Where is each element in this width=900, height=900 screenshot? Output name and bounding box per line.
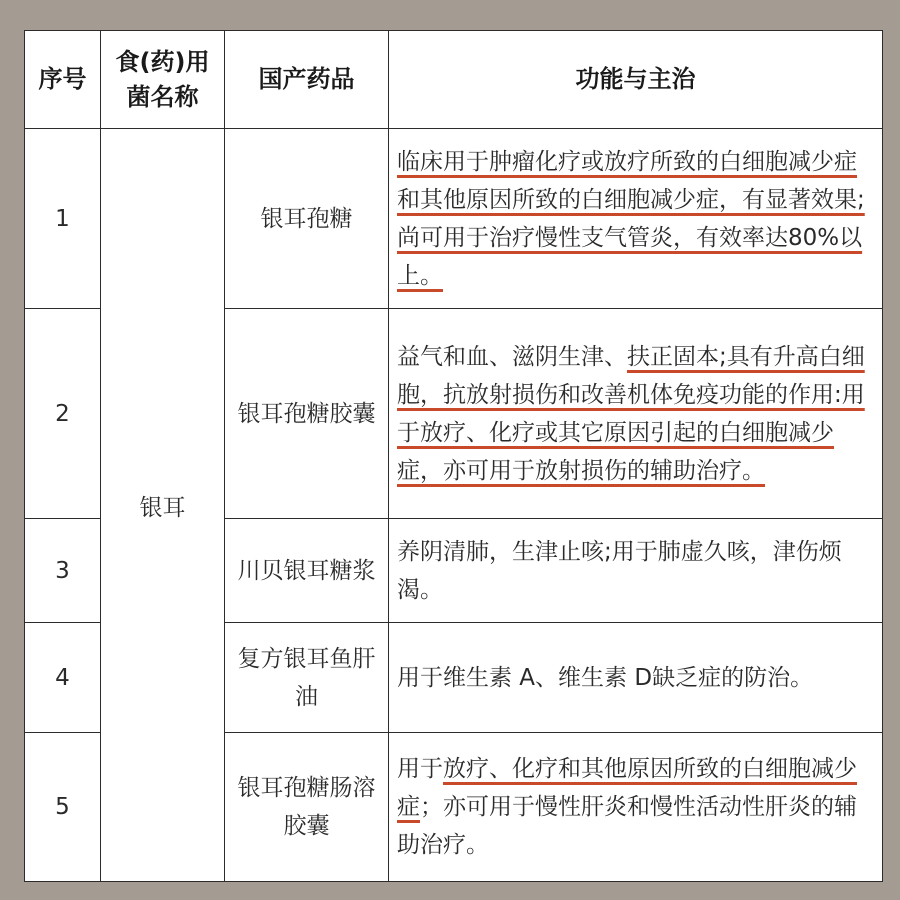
- drug-name: 银耳孢糖: [225, 129, 389, 309]
- underlined-text: 临床用于肿瘤化疗或放疗所致的白细胞减少症和其他原因所致的白细胞减少症，有显著效果;尚可用于治疗慢性支气管炎，有效率达80%以上。: [397, 148, 865, 289]
- header-function: 功能与主治: [389, 31, 883, 129]
- row-index: 1: [25, 129, 101, 309]
- header-index: 序号: [25, 31, 101, 129]
- header-mushroom-name: 食(药)用菌名称: [101, 31, 225, 129]
- table-row: [25, 129, 883, 309]
- document-sheet: [24, 30, 882, 881]
- function-cell: [389, 623, 883, 733]
- function-text: 用于: [397, 756, 443, 782]
- function-text: ；亦可用于慢性肝炎和慢性活动性肝炎的辅助治疗。: [397, 794, 857, 858]
- function-cell: [389, 733, 883, 882]
- function-cell: [389, 129, 883, 309]
- medicine-table: [24, 30, 883, 882]
- row-index: 4: [25, 623, 101, 733]
- header-row: [25, 31, 883, 129]
- function-text: 养阴清肺，生津止咳;用于肺虚久咳，津伤烦渴。: [397, 538, 842, 603]
- function-cell: [389, 309, 883, 519]
- function-text: 益气和血、滋阴生津、: [397, 343, 627, 370]
- underlined-text: 扶正固本;具有升高白细胞，抗放射损伤和改善机体免疫功能的作用:用于放疗、化疗或其它原因引起的白细胞减少症，亦可用于放射损伤的辅助治疗。: [397, 343, 865, 484]
- row-index: 3: [25, 519, 101, 623]
- drug-name: 银耳孢糖胶囊: [225, 309, 389, 519]
- function-cell: [389, 519, 883, 623]
- drug-name: 川贝银耳糖浆: [225, 519, 389, 623]
- header-domestic-drug: 国产药品: [225, 31, 389, 129]
- mushroom-name-cell: 银耳: [101, 129, 225, 882]
- row-index: 2: [25, 309, 101, 519]
- row-index: 5: [25, 733, 101, 882]
- drug-name: 银耳孢糖肠溶胶囊: [225, 733, 389, 882]
- function-text: 用于维生素 A、维生素 D缺乏症的防治。: [397, 664, 814, 691]
- drug-name: 复方银耳鱼肝油: [225, 623, 389, 733]
- underlined-text: 放疗、化疗和其他原因所致的白细胞减少症: [397, 756, 857, 820]
